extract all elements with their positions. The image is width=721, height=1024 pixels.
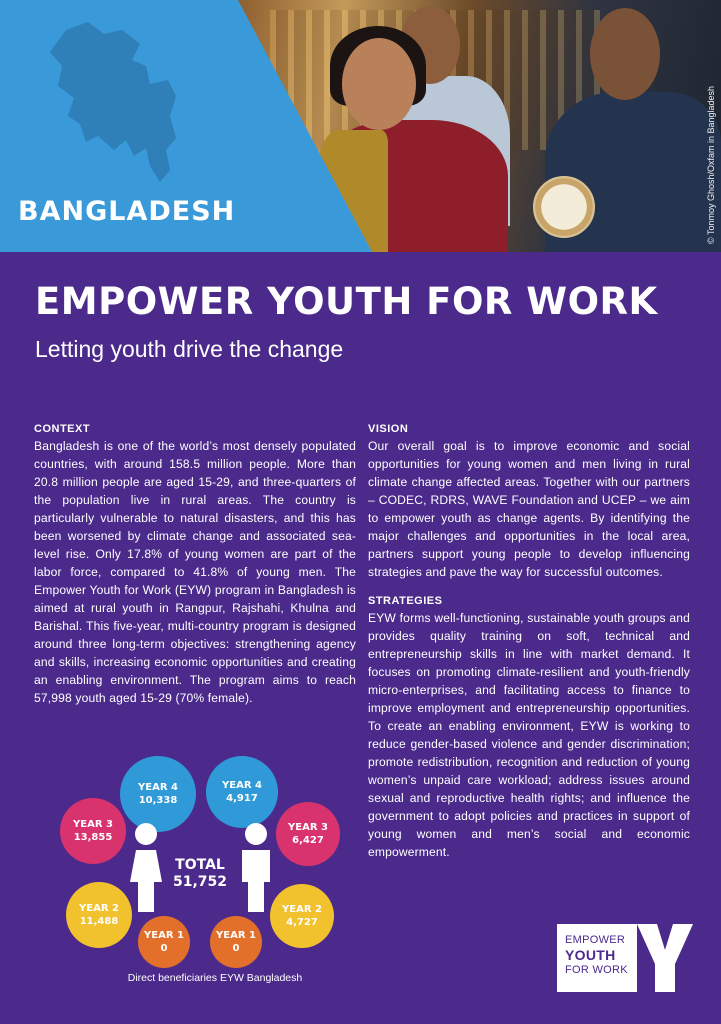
male-year1-label: YEAR 1 [216, 930, 256, 941]
male-year4-label: YEAR 4 [222, 780, 262, 791]
female-year2-value: 11,488 [79, 916, 119, 927]
male-year2-label: YEAR 2 [282, 904, 322, 915]
female-year2-bubble [66, 882, 132, 948]
vision-section [368, 421, 690, 581]
female-year1-value: 0 [160, 943, 168, 954]
logo-line-forwork: FOR WORK [565, 964, 628, 976]
female-person-icon [126, 822, 166, 914]
context-body: Bangladesh is one of the world’s most densely populated countries, with around 158.5 million people. More than 20.8 million people are aged 15-29, and three-quarters of the population live in rural areas. The country is particularly vulnerable to natural disasters, and this has been worsened by climate change and associated sea-level rise. Only 17.8% of young women are part of the labor force, compared to 41.8% of young men. The Empower Youth for Work (EYW) program in Bangladesh is aimed at rural youth in Rangpur, Rajshahi, Khulna and Barishal. This five-year, multi-country program is designed around three long-term objectives: strengthening agency and skills, increasing economic opportunities and creating an enabling environment. The program aims to reach 57,998 youth aged 15-29 (70% female). [34, 439, 356, 705]
total-value: 51,752 [172, 874, 228, 890]
female-year4-label: YEAR 4 [138, 782, 178, 793]
female-year4-value: 10,338 [138, 795, 178, 806]
strategies-body: EYW forms well-functioning, sustainable youth groups and provides quality training on soft, technical and entrepreneurship skills in line with market demand. It focuses on promoting climate-resilient and youth-friendly micro-enterprises, and facilitating access to finance to improve employment and entrepreneurship opportunities. To create an enabling environment, EYW is working to reduce gender-based violence and gender discrimination; promote redistribution, recognition and reduction of young women’s unpaid care workload; address issues around sexual and reproductive health rights; and influence the government to adopt policies and practices in support of young women and men’s social and economic empowerment. [368, 611, 690, 859]
female-year1-label: YEAR 1 [144, 930, 184, 941]
eyw-logo-y-icon [637, 924, 693, 992]
hero-banner [0, 0, 721, 252]
male-year2-value: 4,727 [286, 917, 318, 928]
strategies-section [368, 593, 690, 861]
total-label: TOTAL [175, 857, 225, 873]
page-title: EMPOWER YOUTH FOR WORK [35, 280, 658, 323]
female-year3-bubble [60, 798, 126, 864]
male-year1-bubble [210, 916, 262, 968]
male-person-icon [236, 822, 276, 914]
vision-heading: VISION [368, 423, 409, 435]
male-year4-value: 4,917 [226, 793, 258, 804]
context-heading: CONTEXT [34, 423, 91, 435]
beneficiaries-infographic [60, 750, 360, 980]
female-year1-bubble [138, 916, 190, 968]
infographic-caption: Direct beneficiaries EYW Bangladesh [127, 972, 303, 984]
female-year3-label: YEAR 3 [73, 819, 113, 830]
right-column [368, 421, 690, 861]
country-label: BANGLADESH [18, 196, 236, 227]
logo-line-youth: YOUTH [565, 947, 616, 963]
eyw-logo [557, 924, 697, 992]
vision-body: Our overall goal is to improve economic and social opportunities for young women and men living in rural climate change affected areas. Together with our partners – CODEC, RDRS, WAVE Foundation and UCEP – we aim to empower youth as change agents. By identifying the major challenges and opportunities in the local area, partners support young people to develop influencing strategies and pave the way for successful outcomes. [368, 439, 690, 579]
female-year4-bubble [120, 756, 196, 832]
total-block [170, 857, 230, 891]
eyw-logo-wordmark [557, 924, 637, 992]
logo-line-empower: EMPOWER [565, 934, 626, 946]
strategies-heading: STRATEGIES [368, 595, 443, 607]
female-year3-value: 13,855 [73, 832, 113, 843]
photo-credit: © Tonmoy Ghosh/Oxfam in Bangladesh [706, 85, 716, 244]
male-year3-bubble [276, 802, 340, 866]
male-year4-bubble [206, 756, 278, 828]
male-year3-value: 6,427 [292, 835, 324, 846]
male-year3-label: YEAR 3 [288, 822, 328, 833]
female-year2-label: YEAR 2 [79, 903, 119, 914]
page-subtitle: Letting youth drive the change [35, 336, 344, 362]
context-section [34, 421, 356, 707]
male-year2-bubble [270, 884, 334, 948]
male-year1-value: 0 [232, 943, 240, 954]
